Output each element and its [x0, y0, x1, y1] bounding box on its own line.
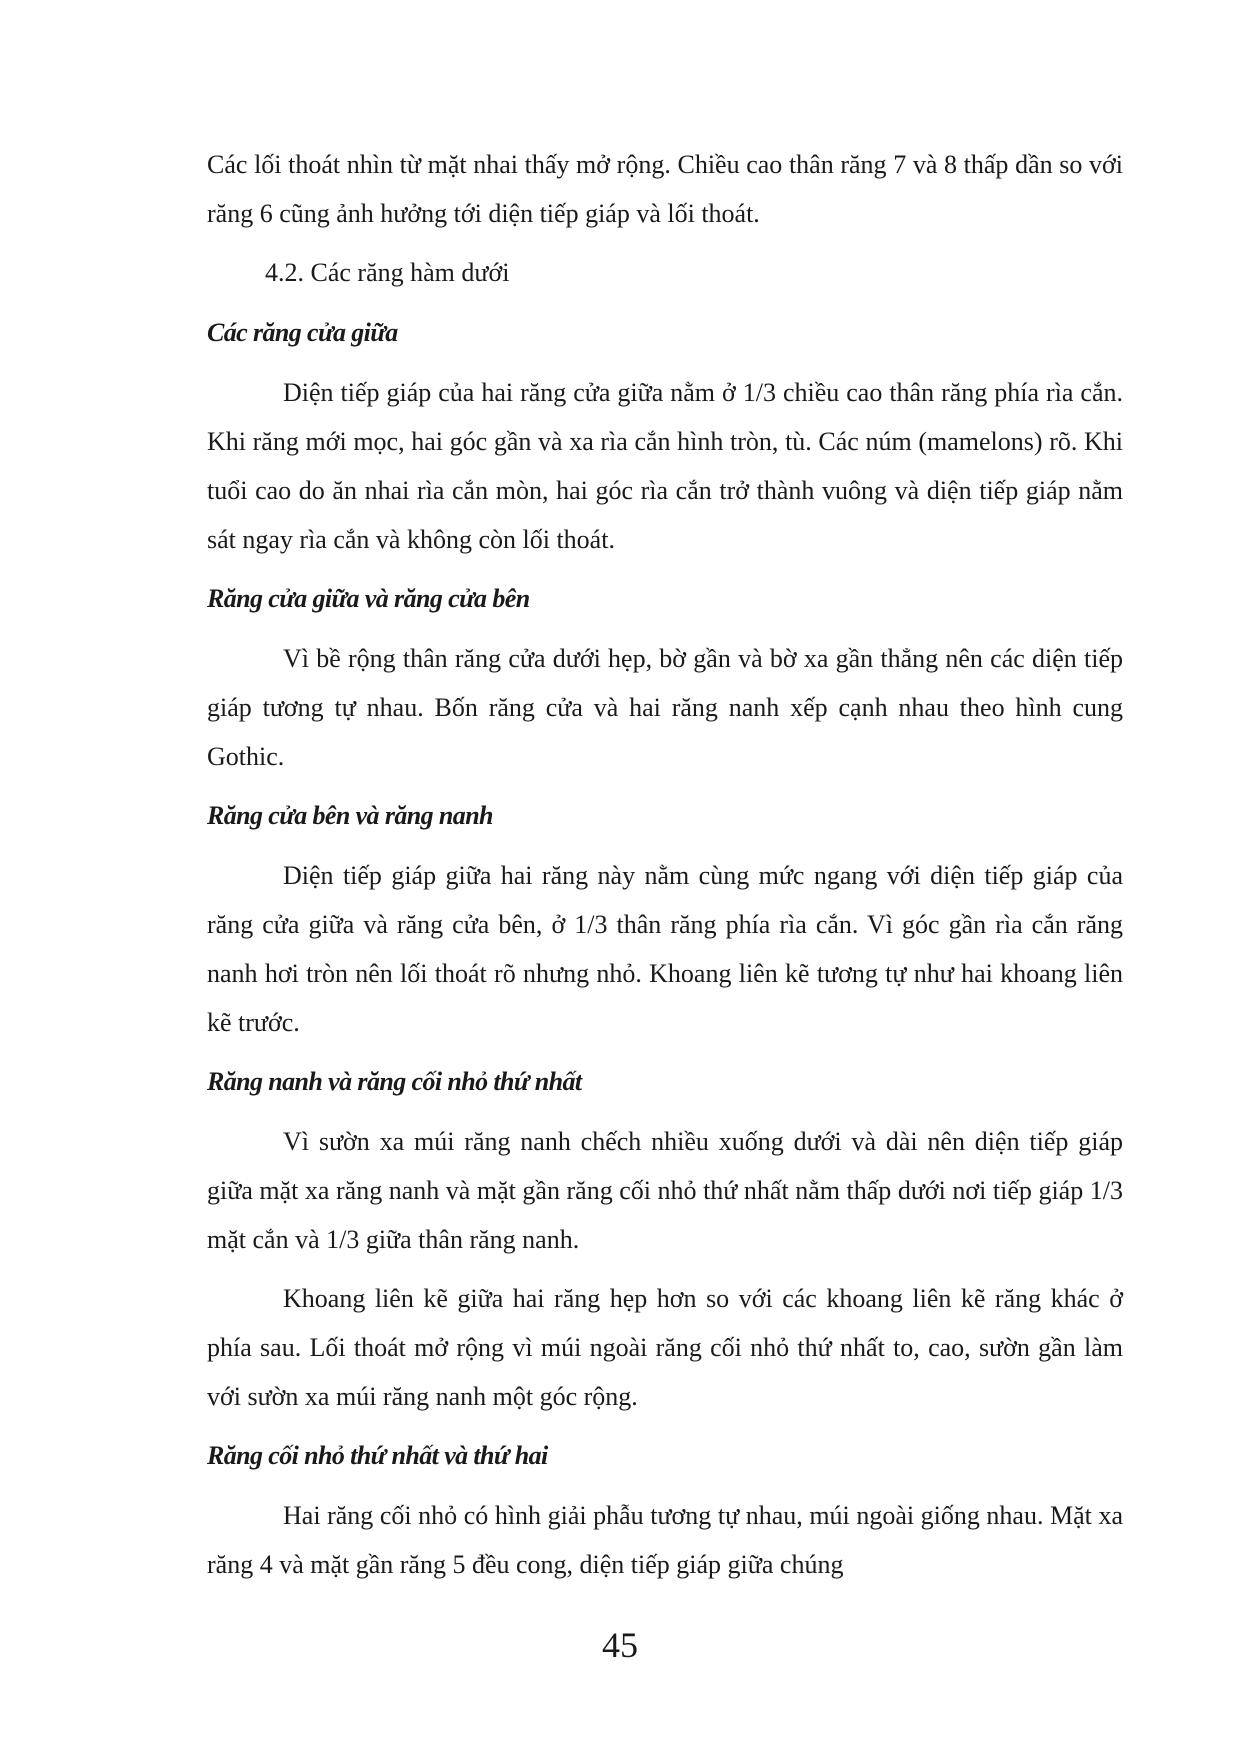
paragraph: Các lối thoát nhìn từ mặt nhai thấy mở rộng. Chiều cao thân răng 7 và 8 thấp dần so với răng 6 cũng ảnh hưởng tới diện tiếp giáp và lối thoát.	[207, 150, 1123, 228]
paragraph: Vì bề rộng thân răng cửa dưới hẹp, bờ gần và bờ xa gần thẳng nên các diện tiếp giáp tương tự nhau. Bốn răng cửa và hai răng nanh xếp cạnh nhau theo hình cung Gothic.	[207, 644, 1123, 771]
paragraph: Khoang liên kẽ giữa hai răng hẹp hơn so với các khoang liên kẽ răng khác ở phía sau. Lối thoát mở rộng vì múi ngoài răng cối nhỏ thứ nhất to, cao, sườn gần làm với sườn xa múi răng nanh một góc rộng.	[207, 1284, 1123, 1411]
paragraph: Diện tiếp giáp giữa hai răng này nằm cùng mức ngang với diện tiếp giáp của răng cửa giữa và răng cửa bên, ở 1/3 thân răng phía rìa cắn. Vì góc gần rìa cắn răng nanh hơi tròn nên lối thoát rõ nhưng nhỏ. Khoang liên kẽ tương tự như hai khoang liên kẽ trước.	[207, 861, 1123, 1037]
paragraph: Vì sườn xa múi răng nanh chếch nhiều xuống dưới và dài nên diện tiếp giáp giữa mặt xa răng nanh và mặt gần răng cối nhỏ thứ nhất nằm thấp dưới nơi tiếp giáp 1/3 mặt cắn và 1/3 giữa thân răng nanh.	[207, 1127, 1123, 1254]
sub-heading: Răng cửa bên và răng nanh	[207, 801, 493, 830]
paragraph: Hai răng cối nhỏ có hình giải phẫu tương tự nhau, múi ngoài giống nhau. Mặt xa răng 4 và mặt gần răng 5 đều cong, diện tiếp giáp giữa chúng	[207, 1501, 1123, 1579]
paragraph: Diện tiếp giáp của hai răng cửa giữa nằm ở 1/3 chiều cao thân răng phía rìa cắn. Khi răng mới mọc, hai góc gần và xa rìa cắn hình tròn, tù. Các núm (mamelons) rõ. Khi tuổi cao do ăn nhai rìa cắn mòn, hai góc rìa cắn trở thành vuông và diện tiếp giáp nằm sát ngay rìa cắn và không còn lối thoát.	[207, 378, 1123, 554]
page-body	[207, 140, 1123, 1599]
sub-heading: Răng cửa giữa và răng cửa bên	[207, 584, 530, 613]
sub-heading: Răng nanh và răng cối nhỏ thứ nhất	[207, 1067, 582, 1096]
sub-heading: Các răng cửa giữa	[207, 318, 398, 347]
sub-heading: Răng cối nhỏ thứ nhất và thứ hai	[207, 1441, 548, 1470]
section-heading: 4.2. Các răng hàm dưới	[265, 258, 510, 287]
page-number: 45	[602, 1625, 638, 1665]
